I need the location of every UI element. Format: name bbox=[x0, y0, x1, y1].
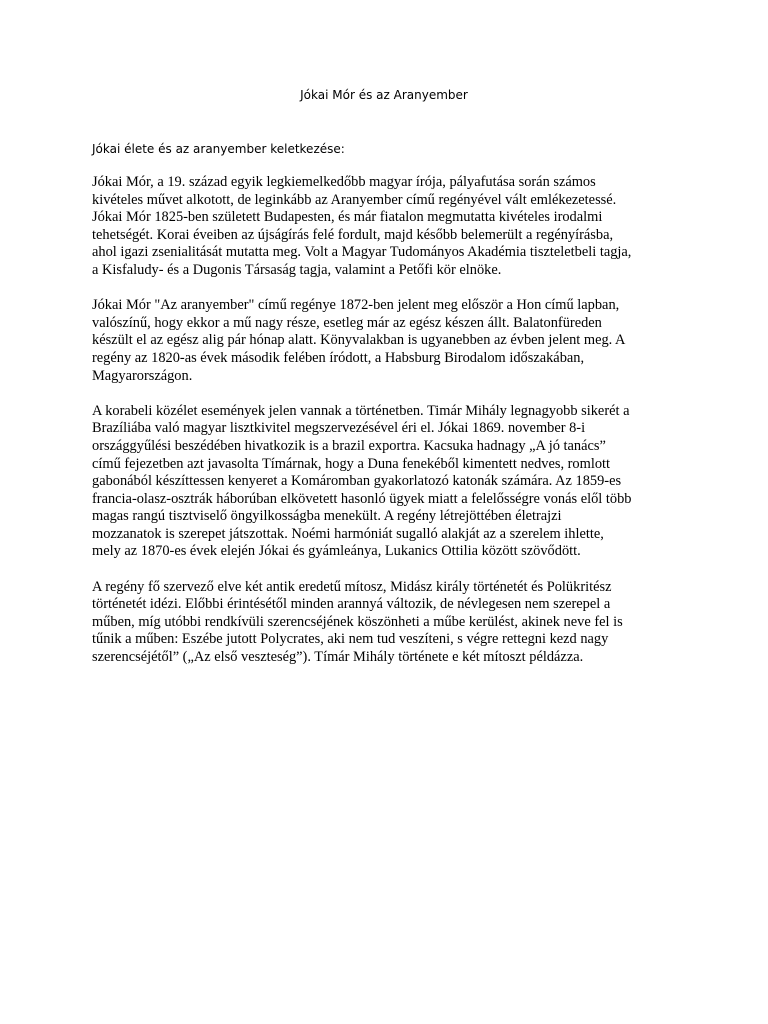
paragraph bbox=[92, 579, 692, 667]
text-line: kivételes művet alkotott, de leginkább az Aranyember című regényével vált emlékezetessé. bbox=[92, 191, 617, 208]
text-line: mely az 1870-es évek elején Jókai és gyámleánya, Lukanics Ottilia között szövődött. bbox=[92, 543, 581, 560]
text-line: szerencséjétől” („Az első veszteség”). Tímár Mihály története e két mítoszt példázza. bbox=[92, 649, 584, 666]
text-line: A regény fő szervező elve két antik eredetű mítosz, Midász király történetét és Polükritész bbox=[92, 578, 612, 595]
text-line: mozzanatok is szerepet játszottak. Noémi harmóniát sugalló alakját az a szerelem ihlette, bbox=[92, 525, 604, 542]
text-line: gabonából készíttessen kenyeret a Komáromban gyakorlatozó katonák számára. Az 1859-es bbox=[92, 473, 622, 490]
paragraph bbox=[92, 174, 692, 280]
text-line: a Kisfaludy- és a Dugonis Társaság tagja, valamint a Petőfi kör elnöke. bbox=[92, 261, 502, 278]
text-line: történetét idézi. Előbbi érintésétől minden arannyá változik, de névlegesen nem szerepel a bbox=[92, 596, 611, 613]
text-line: Jókai Mór 1825-ben született Budapesten, és már fiatalon megmutatta kivételes irodalmi bbox=[92, 209, 603, 226]
text-line: műben, míg utóbbi rendkívüli szerencséjének köszönheti a műbe kerülést, akinek neve fel is bbox=[92, 613, 623, 630]
text-line: Brazíliába való magyar lisztkivitel megszervezésével éri el. Jókai 1869. november 8-i bbox=[92, 420, 586, 437]
text-line: valószínű, hogy ekkor a mű nagy része, esetleg már az egész készen állt. Balatonfüreden bbox=[92, 314, 602, 331]
text-line: tűnik a műben: Eszébe jutott Polycrates, aki nem tud veszíteni, s végre rettegni kezd nagy bbox=[92, 631, 609, 648]
text-line: Jókai Mór, a 19. század egyik legkiemelkedőbb magyar írója, pályafutása során számos bbox=[92, 174, 596, 190]
paragraph bbox=[92, 297, 692, 385]
section-heading: Jókai élete és az aranyember keletkezése: bbox=[92, 142, 345, 156]
text-line: magas rangú tisztviselő öngyilkosságba menekült. A regény létrejöttében életrajzi bbox=[92, 508, 562, 525]
text-line: tehetségét. Korai éveiben az újságírás felé fordult, majd később belemerült a regényírásba, bbox=[92, 226, 614, 243]
text-line: készült el az egész alig pár hónap alatt. Könyvalakban is ugyanebben az évben jelent meg. A bbox=[92, 332, 626, 349]
text-line: A korabeli közélet események jelen vannak a történetben. Timár Mihály legnagyobb sikerét a bbox=[92, 402, 630, 419]
text-line: francia-olasz-osztrák háborúban elkövetett hasonló ügyek miatt a felelősségre vonás elől több bbox=[92, 490, 632, 507]
text-line: regény az 1820-as évek második felében íródott, a Habsburg Birodalom időszakában, bbox=[92, 349, 585, 366]
paragraph bbox=[92, 403, 692, 561]
text-line: Jókai Mór "Az aranyember" című regénye 1872-ben jelent meg először a Hon című lapban, bbox=[92, 297, 620, 314]
text-line: országgyűlési beszédében hivatkozik is a brazil exportra. Kacsuka hadnagy „A jó tanács” bbox=[92, 437, 606, 454]
document-title: Jókai Mór és az Aranyember bbox=[300, 88, 468, 102]
text-line: ahol igazi zsenialitását mutatta meg. Volt a Magyar Tudományos Akadémia tiszteletbeli tagja, bbox=[92, 244, 632, 261]
text-line: című fejezetben azt javasolta Tímárnak, hogy a Duna fenekéből kimentett nedves, romlott bbox=[92, 455, 611, 472]
text-line: Magyarországon. bbox=[92, 367, 193, 384]
document-body bbox=[92, 174, 692, 684]
